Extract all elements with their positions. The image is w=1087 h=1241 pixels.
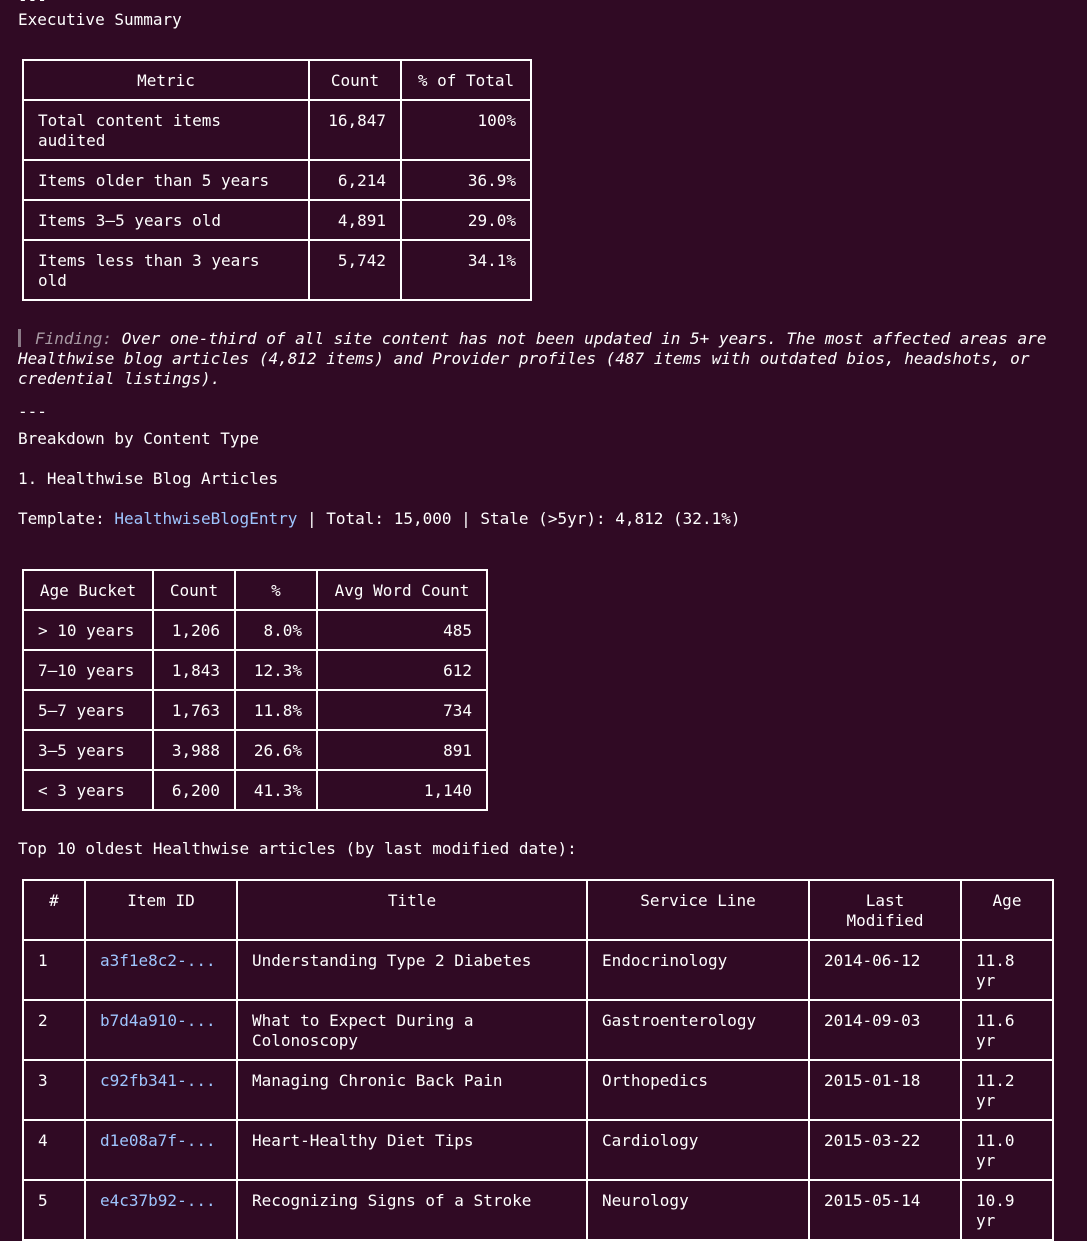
cell: > 10 years	[23, 610, 153, 650]
cell: Total content items audited	[23, 100, 309, 160]
header-count: Count	[153, 570, 235, 610]
table-header-row	[23, 880, 1053, 940]
cell: 1,206	[153, 610, 235, 650]
item-id-link[interactable]: e4c37b92-...	[85, 1180, 237, 1240]
table-row	[23, 610, 487, 650]
cell: 1,843	[153, 650, 235, 690]
cell: 3	[23, 1060, 85, 1120]
cell: 4	[23, 1120, 85, 1180]
item-id-link[interactable]: b7d4a910-...	[85, 1000, 237, 1060]
table-row	[23, 160, 531, 200]
header-metric: Metric	[23, 60, 309, 100]
cell: Cardiology	[587, 1120, 809, 1180]
table-row	[23, 100, 531, 160]
cell: 29.0%	[401, 200, 531, 240]
cell: Items less than 3 years old	[23, 240, 309, 300]
cell: 2015-05-14	[809, 1180, 961, 1240]
section-title-executive-summary: Executive Summary	[18, 10, 182, 29]
cell: 11.8 yr	[961, 940, 1053, 1000]
cell: 8.0%	[235, 610, 317, 650]
table-row	[23, 730, 487, 770]
section-title-breakdown: Breakdown by Content Type	[18, 429, 259, 448]
header-percent: %	[235, 570, 317, 610]
cell: 11.2 yr	[961, 1060, 1053, 1120]
terminal-output	[18, 0, 1083, 1241]
cell: 36.9%	[401, 160, 531, 200]
cell: 12.3%	[235, 650, 317, 690]
cell: 34.1%	[401, 240, 531, 300]
table-row	[23, 770, 487, 810]
header-age: Age	[961, 880, 1053, 940]
cell: 3,988	[153, 730, 235, 770]
finding-label: Finding:	[35, 329, 113, 348]
header-count: Count	[309, 60, 401, 100]
cell: Items older than 5 years	[23, 160, 309, 200]
cell: 891	[317, 730, 487, 770]
cell: 11.8%	[235, 690, 317, 730]
cell: < 3 years	[23, 770, 153, 810]
cell: 1	[23, 940, 85, 1000]
table-row	[23, 1000, 1053, 1060]
template-prefix: Template:	[18, 509, 115, 528]
cell: 6,214	[309, 160, 401, 200]
cell: 5	[23, 1180, 85, 1240]
cell: Orthopedics	[587, 1060, 809, 1120]
header-last-modified: Last Modified	[809, 880, 961, 940]
cell: Gastroenterology	[587, 1000, 809, 1060]
table-header-row	[23, 570, 487, 610]
cell: 734	[317, 690, 487, 730]
cell: 2014-09-03	[809, 1000, 961, 1060]
cell: Managing Chronic Back Pain	[237, 1060, 587, 1120]
header-title: Title	[237, 880, 587, 940]
cell: 2014-06-12	[809, 940, 961, 1000]
subsection-title: 1. Healthwise Blog Articles	[18, 469, 279, 488]
cell: 4,891	[309, 200, 401, 240]
cell: 41.3%	[235, 770, 317, 810]
table-header-row	[23, 60, 531, 100]
cell: 2015-03-22	[809, 1120, 961, 1180]
cell: 2	[23, 1000, 85, 1060]
cell: 10.9 yr	[961, 1180, 1053, 1240]
table-row	[23, 200, 531, 240]
cell: Understanding Type 2 Diabetes	[237, 940, 587, 1000]
table-row	[23, 1060, 1053, 1120]
cell: 7–10 years	[23, 650, 153, 690]
horizontal-rule: ---	[18, 402, 47, 421]
cell: 16,847	[309, 100, 401, 160]
table-row	[23, 240, 531, 300]
cell: Recognizing Signs of a Stroke	[237, 1180, 587, 1240]
header-avg-word-count: Avg Word Count	[317, 570, 487, 610]
cell: Neurology	[587, 1180, 809, 1240]
item-id-link[interactable]: a3f1e8c2-...	[85, 940, 237, 1000]
summary-table	[22, 59, 532, 301]
table-row	[23, 1120, 1053, 1180]
header-age-bucket: Age Bucket	[23, 570, 153, 610]
cell: 485	[317, 610, 487, 650]
template-line	[18, 509, 1083, 529]
cell: What to Expect During a Colonoscopy	[237, 1000, 587, 1060]
table-row	[23, 940, 1053, 1000]
cell: 1,140	[317, 770, 487, 810]
blockquote-bar	[18, 329, 21, 347]
cell: 1,763	[153, 690, 235, 730]
cell: 26.6%	[235, 730, 317, 770]
horizontal-rule	[18, 0, 1083, 10]
oldest-articles-caption: Top 10 oldest Healthwise articles (by last modified date):	[18, 839, 577, 858]
item-id-link[interactable]: c92fb341-...	[85, 1060, 237, 1120]
table-row	[23, 1180, 1053, 1240]
cell: 6,200	[153, 770, 235, 810]
template-stats: | Total: 15,000 | Stale (>5yr): 4,812 (32.1%)	[297, 509, 741, 528]
table-row	[23, 690, 487, 730]
header-number: #	[23, 880, 85, 940]
finding-text: Over one-third of all site content has not been updated in 5+ years. The most affected areas are Healthwise blog articles (4,812 items) and Provider profiles (487 items with outdated bios, headshots, or credential listings).	[18, 329, 1047, 388]
cell: 612	[317, 650, 487, 690]
table-row	[23, 650, 487, 690]
age-bucket-table	[22, 569, 488, 811]
cell: 2015-01-18	[809, 1060, 961, 1120]
cell: 11.0 yr	[961, 1120, 1053, 1180]
header-service-line: Service Line	[587, 880, 809, 940]
finding-callout	[18, 329, 1083, 389]
oldest-articles-table	[22, 879, 1054, 1241]
cell: Endocrinology	[587, 940, 809, 1000]
cell: Items 3–5 years old	[23, 200, 309, 240]
cell: 5–7 years	[23, 690, 153, 730]
cell: 3–5 years	[23, 730, 153, 770]
cell: 100%	[401, 100, 531, 160]
cell: 11.6 yr	[961, 1000, 1053, 1060]
cell: Heart-Healthy Diet Tips	[237, 1120, 587, 1180]
item-id-link[interactable]: d1e08a7f-...	[85, 1120, 237, 1180]
header-percent: % of Total	[401, 60, 531, 100]
cell: 5,742	[309, 240, 401, 300]
header-item-id: Item ID	[85, 880, 237, 940]
template-name-link[interactable]: HealthwiseBlogEntry	[114, 509, 298, 528]
